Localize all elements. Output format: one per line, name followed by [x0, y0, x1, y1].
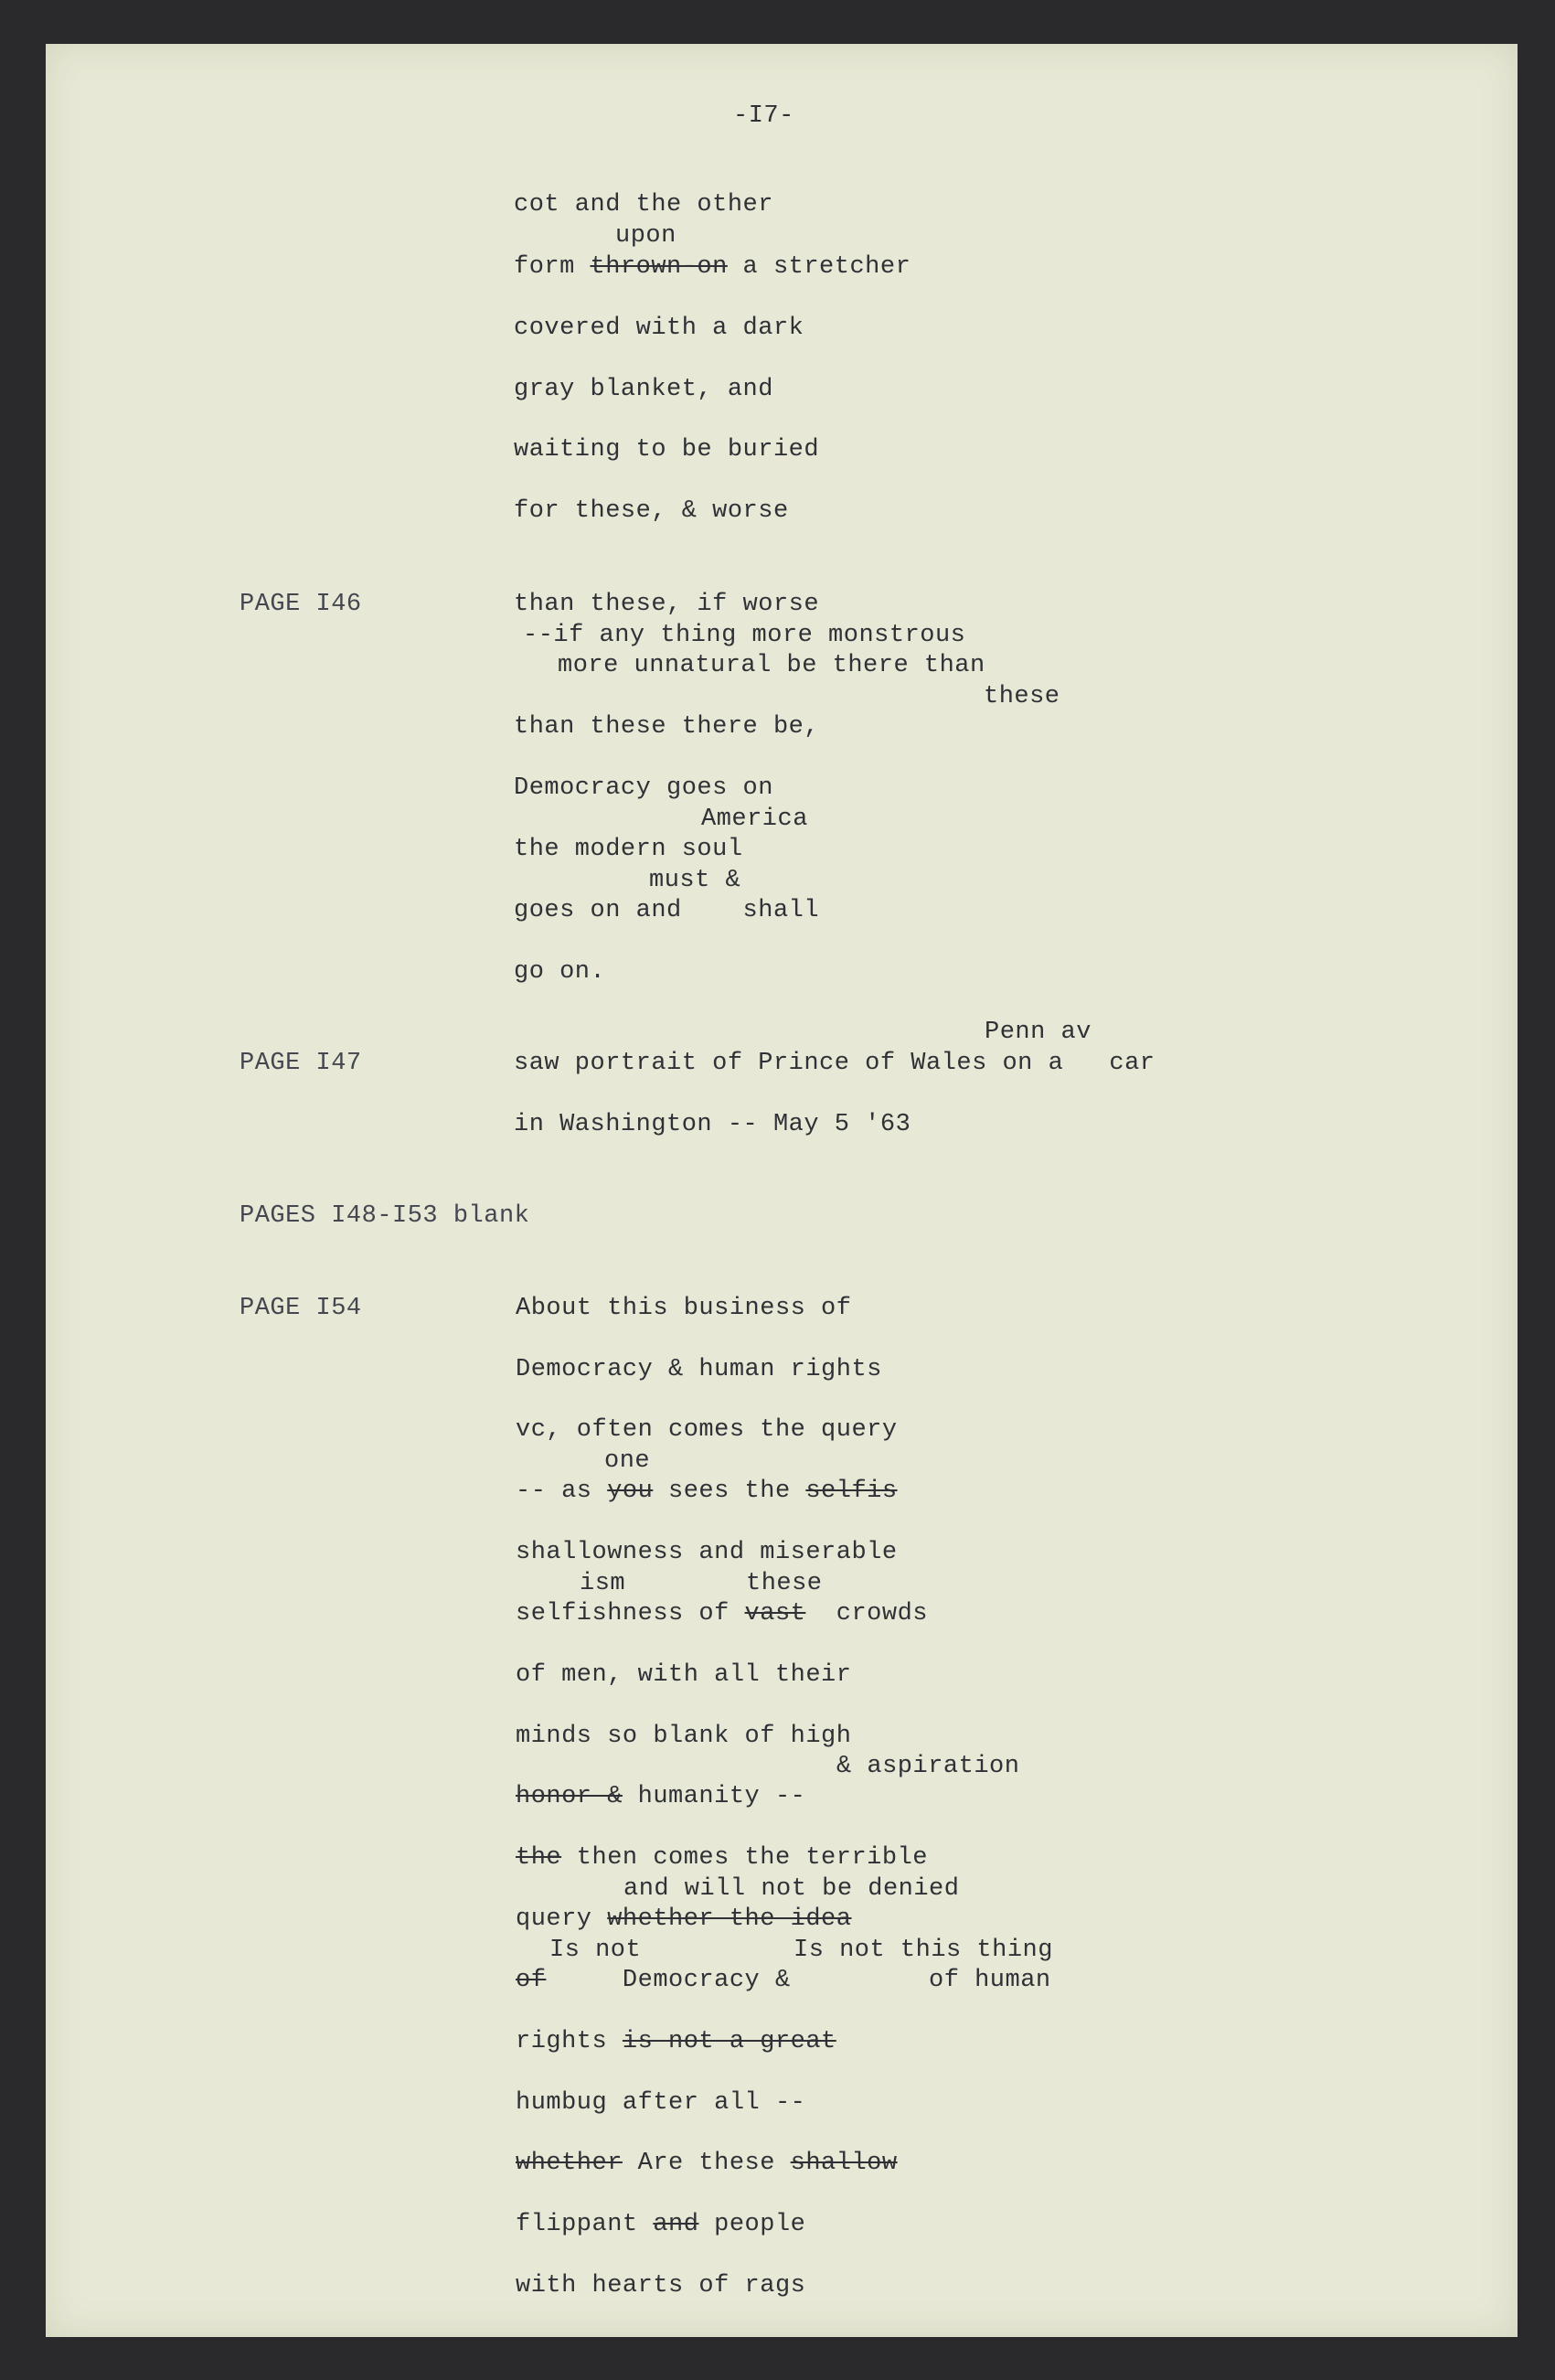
text-line: minds so blank of high [516, 1723, 852, 1750]
text-line: waiting to be buried [514, 436, 820, 464]
insertion-text: Penn av [985, 1019, 1092, 1046]
page-label: PAGES I48-I53 blank [240, 1202, 530, 1230]
text-line: shallowness and miserable [516, 1539, 898, 1566]
text-line: than these, if worse [514, 591, 820, 618]
text-line: in Washington -- May 5 '63 [514, 1111, 911, 1138]
insertion-text: upon [615, 222, 676, 250]
text-line: query whether the idea [516, 1905, 852, 1933]
text-line: than these there be, [514, 713, 820, 741]
text-line: vc, often comes the query [516, 1416, 898, 1444]
text-line: go on. [514, 958, 606, 986]
text-line: whether Are these shallow [516, 2150, 898, 2177]
typescript-page [46, 44, 1518, 2337]
page-label: PAGE I54 [240, 1295, 362, 1322]
text-line: Democracy & human rights [516, 1356, 882, 1383]
text-line: flippant and people [516, 2211, 806, 2238]
insertion-text: Is not this thing [793, 1937, 1053, 1964]
text-line: goes on and shall [514, 897, 820, 924]
text-line: Democracy goes on [514, 774, 773, 802]
struck-text: the [516, 1844, 562, 1872]
text-line: humbug after all -- [516, 2089, 806, 2117]
struck-text: whether the idea [607, 1905, 852, 1933]
text-line: of human [929, 1967, 1051, 1994]
text-line: --if any thing more monstrous [523, 622, 966, 649]
insertion-text: these [746, 1570, 823, 1597]
text-line: of men, with all their [516, 1661, 852, 1689]
text-line: About this business of [516, 1295, 852, 1322]
text-line: rights is not a great [516, 2028, 836, 2055]
insertion-text: and will not be denied [623, 1875, 960, 1903]
text-line: selfishness of vast crowds [516, 1600, 928, 1628]
struck-text: honor & [516, 1783, 623, 1810]
page-label: PAGE I46 [240, 591, 362, 618]
struck-text: vast [744, 1600, 806, 1628]
text-line: for these, & worse [514, 497, 789, 525]
text-line: honor & humanity -- [516, 1783, 806, 1810]
struck-text: is not a great [622, 2028, 836, 2055]
text-line: cot and the other [514, 191, 773, 219]
struck-text: and [653, 2211, 699, 2238]
insertion-text: must & [649, 867, 741, 894]
insertion-text: ism [580, 1570, 626, 1597]
page-label: PAGE I47 [240, 1050, 362, 1077]
insertion-text: Is not [549, 1937, 642, 1964]
insertion-text: these [984, 683, 1060, 710]
text-line: with hearts of rags [516, 2272, 806, 2300]
text-line: form thrown-on a stretcher [514, 253, 911, 281]
insertion-text: America [701, 806, 808, 833]
insertion-text: & aspiration [836, 1753, 1020, 1780]
page-number: -I7- [733, 102, 794, 130]
text-line: -- as you sees the selfis [516, 1478, 898, 1505]
text-line: saw portrait of Prince of Wales on a car [514, 1050, 1156, 1077]
text-line: gray blanket, and [514, 376, 773, 403]
text-line: covered with a dark [514, 315, 804, 342]
text-line: of Democracy & [516, 1967, 791, 1994]
insertion-text: one [604, 1447, 651, 1475]
struck-text: you [607, 1478, 654, 1505]
text-line: more unnatural be there than [558, 652, 985, 679]
struck-text: whether [516, 2150, 623, 2177]
struck-text: thrown-on [590, 253, 728, 281]
text-line: the then comes the terrible [516, 1844, 928, 1872]
struck-text: of [516, 1967, 547, 1994]
struck-text: selfis [805, 1478, 898, 1505]
struck-text: shallow [790, 2150, 898, 2177]
text-line: the modern soul [514, 836, 743, 863]
